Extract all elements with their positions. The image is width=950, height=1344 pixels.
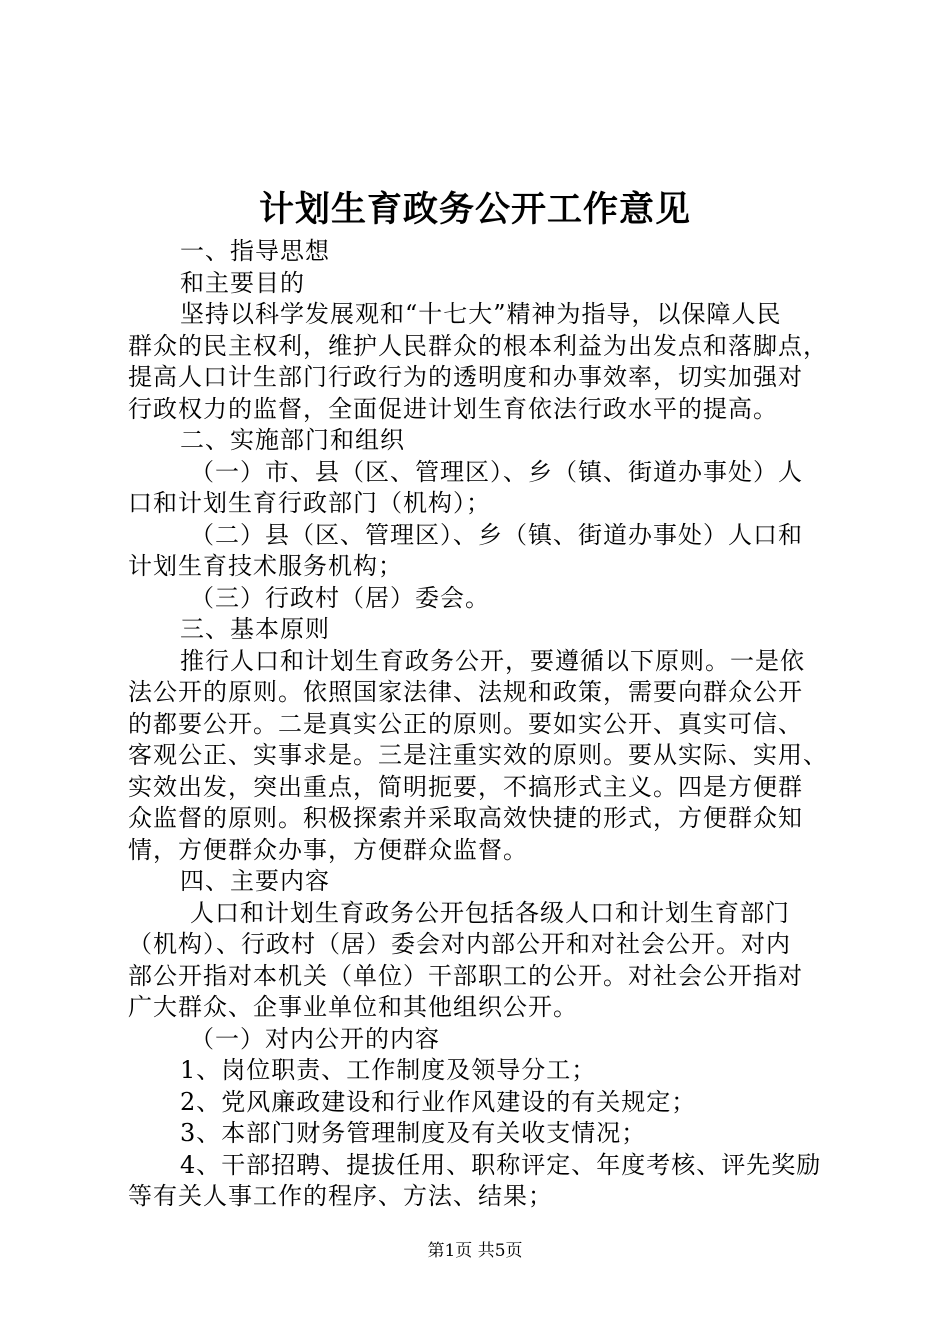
subsection-heading: （一）对内公开的内容 — [190, 1024, 440, 1053]
paragraph-line: 计划生育技术服务机构； — [128, 552, 403, 580]
section-heading-1-cont: 和主要目的 — [180, 268, 305, 297]
paragraph-line: 实效出发，突出重点，简明扼要，不搞形式主义。四是方便群 — [128, 772, 803, 801]
paragraph-line: 提高人口计生部门行政行为的透明度和办事效率，切实加强对 — [128, 363, 803, 391]
paragraph-line: 广大群众、企事业单位和其他组织公开。 — [128, 993, 578, 1021]
paragraph-line: 部公开指对本机关（单位）干部职工的公开。对社会公开指对 — [128, 961, 803, 990]
paragraph-line: 人口和计划生育政务公开包括各级人口和计划生育部门 — [190, 898, 790, 927]
paragraph-line: 情，方便群众办事，方便群众监督。 — [128, 835, 528, 864]
list-item: （三）行政村（居）委会。 — [190, 583, 490, 612]
list-item: 1、岗位职责、工作制度及领导分工； — [180, 1056, 597, 1084]
section-heading-1: 一、指导思想 — [180, 237, 330, 265]
paragraph-line: 的都要公开。二是真实公正的原则。要如实公开、真实可信、 — [128, 709, 803, 738]
paragraph-line: 口和计划生育行政部门（机构）； — [128, 489, 491, 517]
section-heading-3: 三、基本原则 — [180, 615, 330, 643]
section-heading-4: 四、主要内容 — [180, 867, 330, 895]
section-heading-2: 二、实施部门和组织 — [180, 426, 405, 454]
paragraph-line: 众监督的原则。积极探索并采取高效快捷的形式，方便群众知 — [128, 804, 803, 832]
paragraph-line: 法公开的原则。依照国家法律、法规和政策，需要向群众公开 — [128, 678, 803, 706]
list-item: （一）市、县（区、管理区）、乡（镇、街道办事处）人 — [190, 457, 803, 486]
paragraph-line: 推行人口和计划生育政务公开，要遵循以下原则。一是依 — [180, 646, 805, 675]
list-item: 4、干部招聘、提拔任用、职称评定、年度考核、评先奖励 — [180, 1150, 822, 1179]
list-item: 3、本部门财务管理制度及有关收支情况； — [180, 1119, 647, 1147]
paragraph-line: 客观公正、实事求是。三是注重实效的原则。要从实际、实用、 — [128, 741, 828, 769]
list-item: 2、党风廉政建设和行业作风建设的有关规定； — [180, 1087, 697, 1116]
document-title: 计划生育政务公开工作意见 — [258, 189, 691, 230]
list-item: （二）县（区、管理区）、乡（镇、街道办事处）人口和 — [190, 520, 803, 549]
paragraph-line: 坚持以科学发展观和“十七大”精神为指导，以保障人民 — [180, 300, 782, 328]
document-body — [128, 236, 833, 1213]
paragraph-line: 行政权力的监督，全面促进计划生育依法行政水平的提高。 — [128, 394, 778, 423]
page-number: 第1页 共5页 — [427, 1241, 523, 1261]
paragraph-line: 群众的民主权利，维护人民群众的根本利益为出发点和落脚点， — [128, 331, 828, 360]
paragraph-line: 等有关人事工作的程序、方法、结果； — [128, 1182, 553, 1210]
paragraph-line: （机构）、行政村（居）委会对内部公开和对社会公开。对内 — [128, 930, 791, 958]
